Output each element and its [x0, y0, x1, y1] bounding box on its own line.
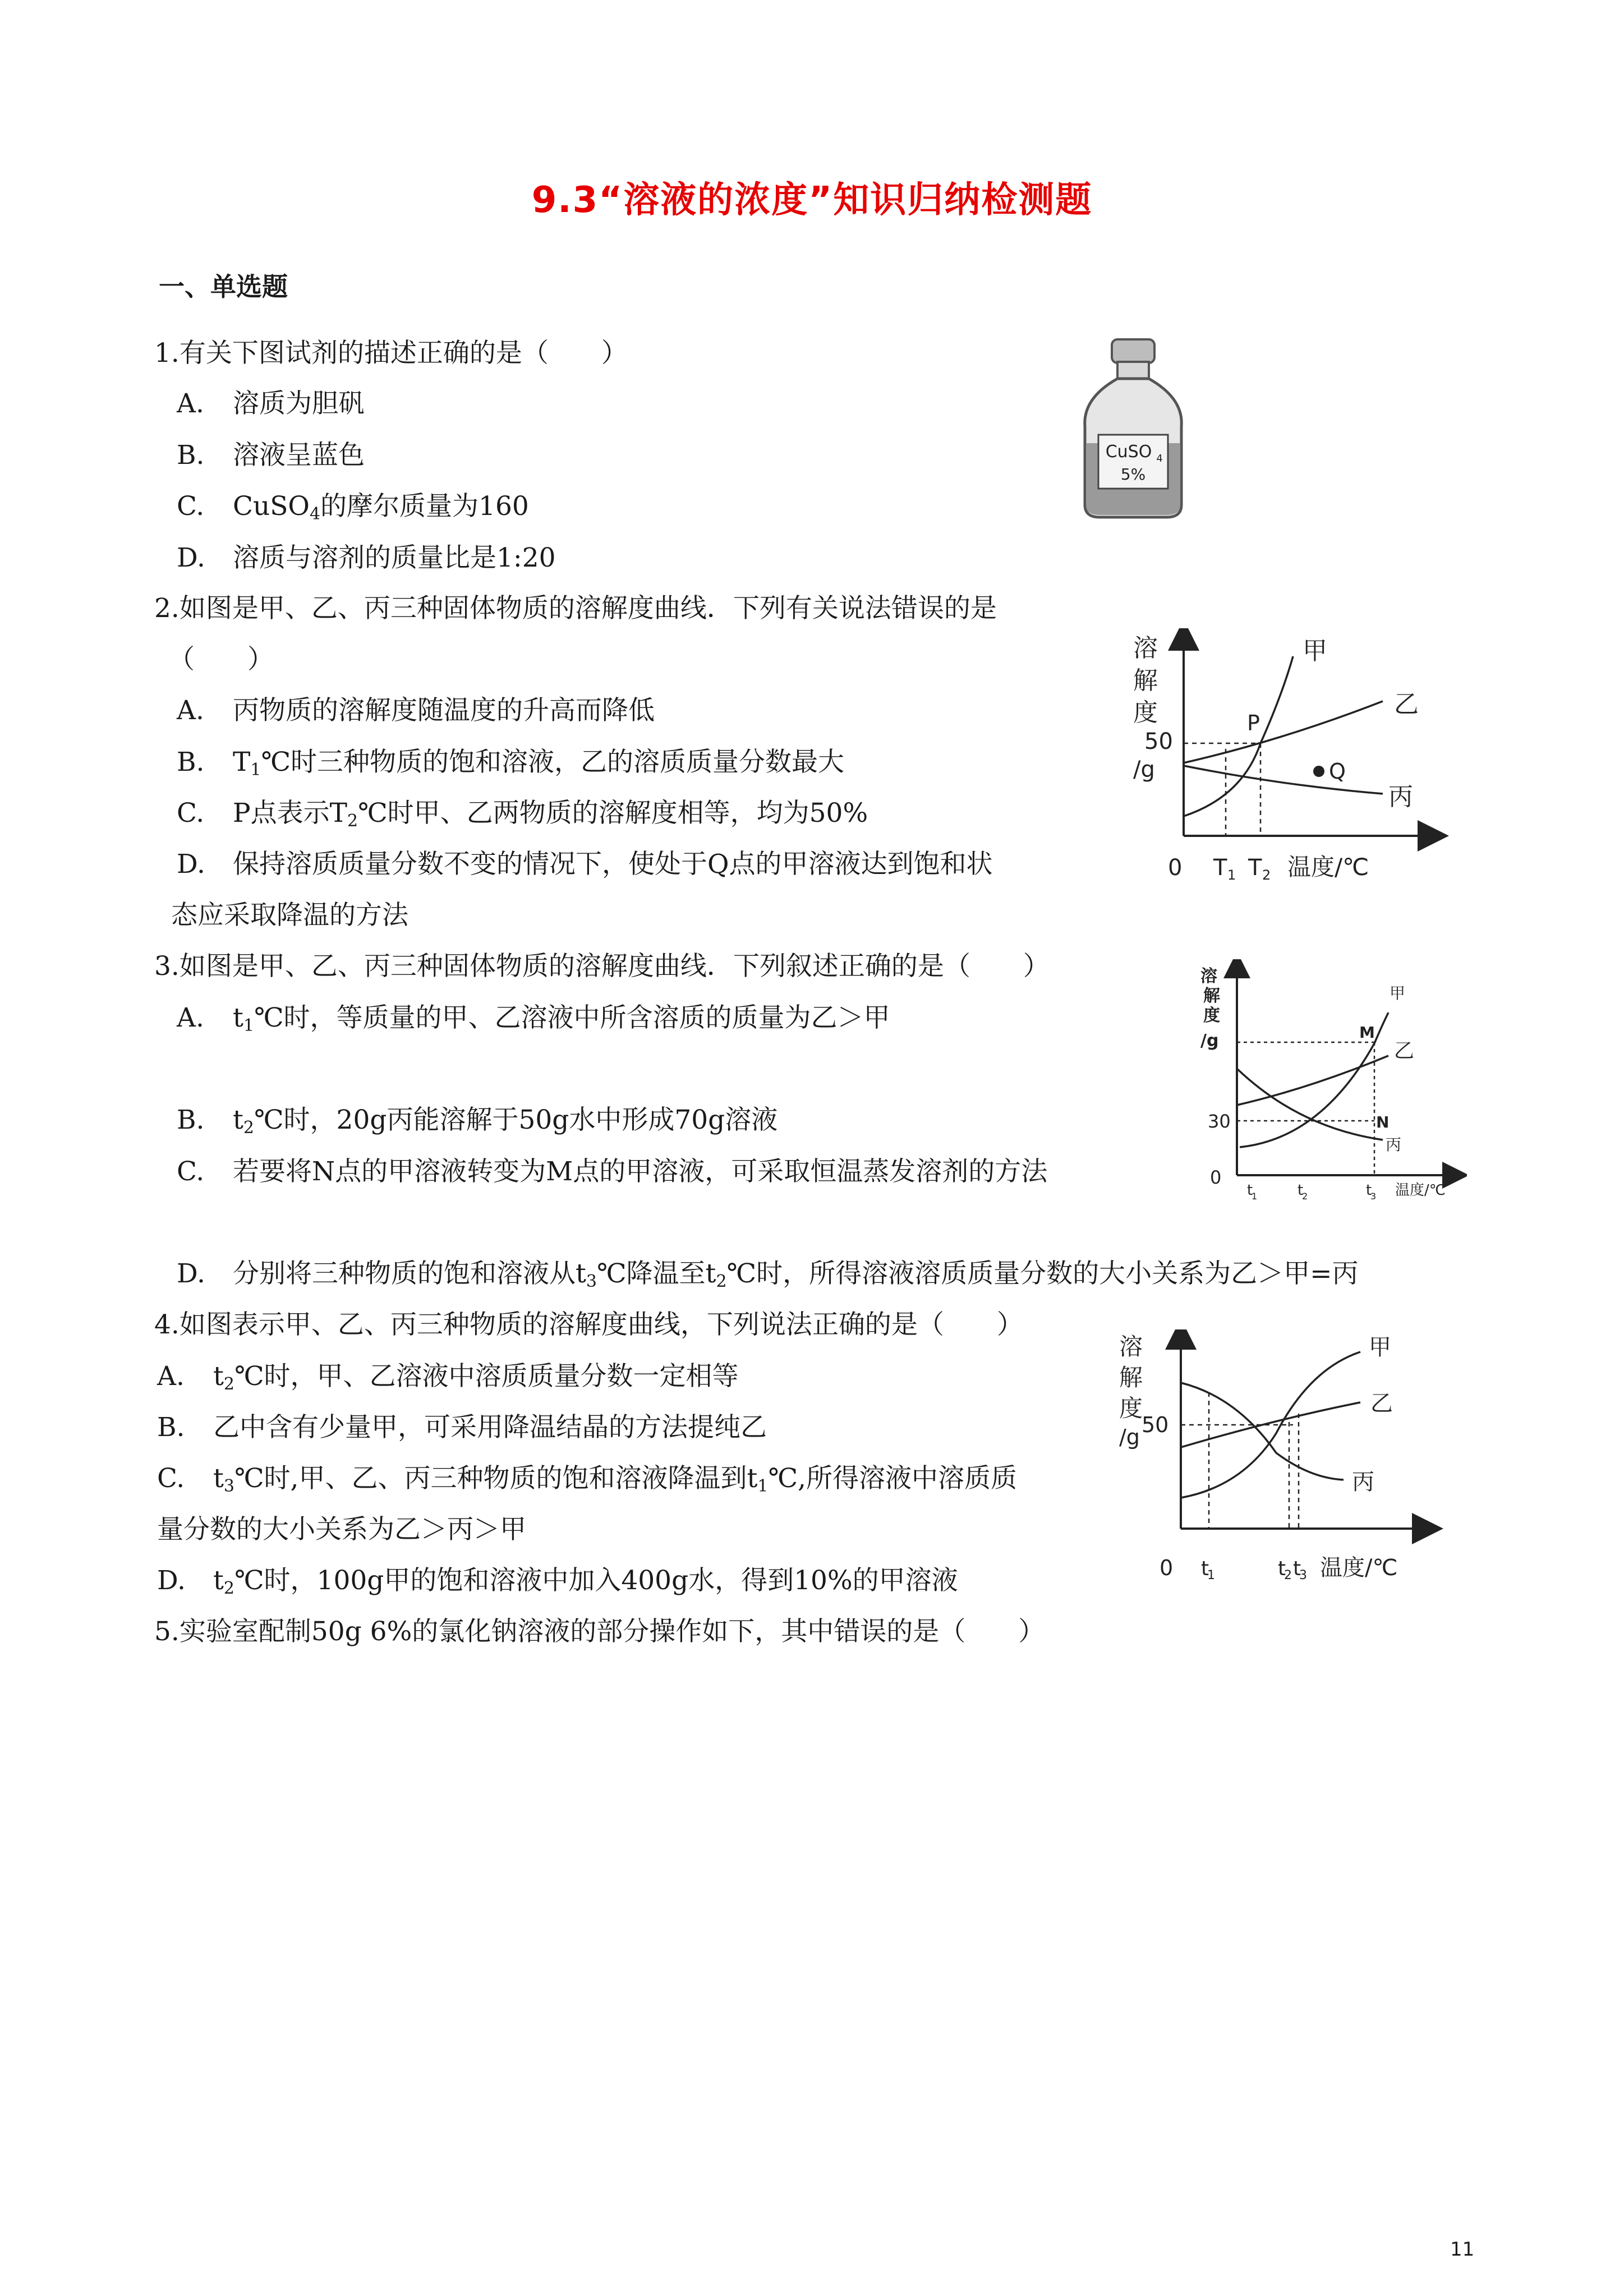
option-letter: A.: [177, 388, 204, 419]
option-letter: B.: [177, 1105, 205, 1135]
option-letter: C.: [177, 491, 205, 522]
x-tick-t2-sub: 2: [1302, 1191, 1308, 1202]
x-tick-t1: t: [1247, 1182, 1253, 1199]
q1-option-b[interactable]: [177, 439, 365, 472]
y-label-4: /g: [1200, 1031, 1219, 1051]
option-text: 乙中含有少量甲，可采用降温结晶的方法提纯乙: [213, 1412, 767, 1443]
q3-solubility-graph: [1198, 959, 1467, 1217]
q2-solubility-graph: [1114, 628, 1450, 892]
series-jia-label: 甲: [1369, 1335, 1391, 1360]
series-bing-curve: [1181, 1383, 1344, 1480]
x-axis-label: 温度/℃: [1320, 1555, 1398, 1581]
bottle-formula: CuSO: [1105, 442, 1152, 462]
y-label-4: /g: [1133, 757, 1155, 783]
q2-option-d-cont: 态应采取降温的方法: [171, 900, 408, 931]
bottle-percent: 5%: [1120, 465, 1146, 484]
q4-option-b[interactable]: [157, 1411, 767, 1444]
x-tick-t2: t: [1278, 1557, 1286, 1580]
option-text: ℃时，100g甲的饱和溶液中加入400g水，得到10%的甲溶液: [234, 1565, 958, 1596]
point-q-label: Q: [1329, 759, 1346, 784]
option-text: ℃时,甲、乙、丙三种物质的饱和溶液降温到t: [234, 1463, 758, 1494]
q3-option-c[interactable]: [177, 1155, 1047, 1189]
y-label-4: /g: [1119, 1425, 1140, 1450]
x-tick-t1: T: [1213, 855, 1227, 881]
bottle-neck: [1117, 362, 1149, 379]
option-text: 溶质为胆矾: [233, 388, 365, 419]
x-tick-t3: t: [1366, 1182, 1372, 1199]
y-label-2: 解: [1203, 986, 1220, 1006]
option-letter: D.: [177, 542, 205, 573]
y-label-3: 度: [1119, 1395, 1143, 1422]
option-text: CuSO: [233, 491, 310, 522]
x-tick-t3-sub: 3: [1299, 1568, 1307, 1582]
q1-option-c[interactable]: [177, 490, 529, 531]
x-tick-t1-sub: 1: [1227, 867, 1236, 883]
series-bing-curve: [1184, 766, 1383, 794]
series-jia-curve: [1184, 656, 1293, 816]
option-text: ℃时甲、乙两物质的溶解度相等，均为50%: [358, 798, 868, 829]
option-text: t: [233, 1002, 243, 1033]
section-heading: 一、单选题: [159, 272, 288, 302]
option-text: P点表示T: [233, 798, 347, 829]
subscript: 3: [586, 1272, 597, 1291]
x-tick-t2-sub: 2: [1284, 1568, 1292, 1582]
option-text: ℃降温至t: [596, 1258, 716, 1289]
q4-option-a[interactable]: [157, 1360, 739, 1401]
option-letter: B.: [177, 440, 205, 471]
option-text: ℃时，所得溶液溶质质量分数的大小关系为乙＞甲=丙: [726, 1258, 1359, 1289]
x-tick-t1: t: [1201, 1557, 1209, 1580]
q3-option-b[interactable]: [177, 1103, 778, 1145]
option-text: ℃,所得溶液中溶质质: [768, 1463, 1018, 1494]
option-letter: A.: [157, 1361, 185, 1392]
bottle-formula-subscript: 4: [1156, 453, 1163, 464]
point-m-label: M: [1359, 1023, 1375, 1042]
y-tick-30: 30: [1208, 1111, 1231, 1132]
x-tick-t2: t: [1298, 1182, 1304, 1199]
page-number: 11: [1450, 2238, 1475, 2261]
option-text: 溶液呈蓝色: [233, 440, 365, 471]
x-tick-t2: T: [1248, 855, 1262, 881]
option-letter: D.: [177, 1258, 205, 1289]
x-tick-t3: t: [1293, 1557, 1301, 1580]
q4-solubility-graph: [1108, 1329, 1444, 1588]
subscript: 2: [243, 1118, 254, 1138]
series-bing-label: 丙: [1386, 1135, 1402, 1154]
series-bing-label: 丙: [1352, 1469, 1374, 1495]
point-n-label: N: [1376, 1113, 1390, 1131]
series-jia-label: 甲: [1390, 984, 1406, 1002]
x-tick-t3-sub: 3: [1370, 1191, 1377, 1202]
subscript: 4: [309, 504, 321, 524]
page-title: 9.3“溶液的浓度”知识归纳检测题: [531, 180, 1093, 221]
subscript: 2: [223, 1579, 234, 1598]
q2-stem: 2.如图是甲、乙、丙三种固体物质的溶解度曲线．下列有关说法错误的是: [154, 593, 997, 624]
option-text: 溶质与溶剂的质量比是1:20: [233, 542, 556, 573]
option-text: t: [233, 1105, 243, 1135]
option-text: 保持溶质质量分数不变的情况下，使处于Q点的甲溶液达到饱和状: [233, 849, 993, 880]
subscript: 2: [716, 1272, 727, 1291]
q1-option-d[interactable]: [177, 541, 556, 575]
q3-option-d[interactable]: [177, 1257, 1359, 1299]
subscript: 3: [223, 1476, 234, 1496]
subscript: 2: [223, 1374, 234, 1394]
option-text: ℃时，20g丙能溶解于50g水中形成70g溶液: [254, 1105, 778, 1135]
series-yi-label: 乙: [1394, 1039, 1415, 1062]
option-letter: B.: [157, 1412, 185, 1443]
y-tick-50: 50: [1144, 729, 1173, 754]
x-tick-t1-sub: 1: [1252, 1191, 1258, 1202]
y-label-2: 解: [1119, 1364, 1143, 1391]
y-label-2: 解: [1133, 666, 1158, 695]
series-jia-label: 甲: [1303, 637, 1327, 665]
y-label-1: 溶: [1200, 967, 1217, 986]
option-text: 丙物质的溶解度随温度的升高而降低: [233, 695, 655, 726]
q4-option-c[interactable]: [157, 1462, 1017, 1503]
series-bing-curve: [1237, 1069, 1383, 1140]
option-letter: A.: [177, 695, 204, 726]
q1-stem: 1.有关下图试剂的描述正确的是（ ）: [154, 338, 628, 369]
subscript: 1: [250, 760, 261, 780]
option-text: 的摩尔质量为160: [320, 491, 529, 522]
option-text: 分别将三种物质的饱和溶液从t: [233, 1258, 586, 1289]
option-text: T: [233, 747, 251, 777]
q3-option-a[interactable]: [177, 1001, 890, 1043]
option-letter: C.: [177, 798, 205, 829]
origin-label: 0: [1168, 855, 1183, 881]
subscript: 1: [757, 1476, 769, 1496]
subscript: 2: [347, 811, 358, 831]
option-letter: D.: [177, 849, 205, 880]
y-label-1: 溶: [1119, 1333, 1143, 1360]
y-label-3: 度: [1133, 698, 1158, 727]
option-letter: C.: [177, 1156, 205, 1187]
q2-option-c[interactable]: [177, 797, 868, 838]
q4-option-d[interactable]: [157, 1564, 958, 1605]
q5-stem: 5.实验室配制50g 6%的氯化钠溶液的部分操作如下，其中错误的是（ ）: [154, 1616, 1045, 1647]
y-label-1: 溶: [1133, 634, 1158, 662]
option-text: t: [213, 1361, 224, 1392]
option-text: ℃时三种物质的饱和溶液，乙的溶质质量分数最大: [261, 747, 845, 777]
x-axis-label: 温度/℃: [1287, 853, 1369, 881]
q2-stem-cont: （ ）: [168, 644, 274, 675]
option-text: t: [213, 1463, 224, 1494]
origin-label: 0: [1160, 1556, 1174, 1580]
option-letter: D.: [157, 1565, 186, 1596]
q2-option-a[interactable]: [177, 694, 655, 728]
option-letter: A.: [177, 1002, 204, 1033]
option-text: ℃时，等质量的甲、乙溶液中所含溶质的质量为乙＞甲: [254, 1002, 890, 1033]
option-text: ℃时，甲、乙溶液中溶质质量分数一定相等: [234, 1361, 739, 1392]
q3-stem: 3.如图是甲、乙、丙三种固体物质的溶解度曲线．下列叙述正确的是（ ）: [154, 951, 1050, 982]
x-tick-t2-sub: 2: [1262, 867, 1271, 883]
option-letter: B.: [177, 747, 205, 777]
y-tick-50: 50: [1142, 1412, 1169, 1437]
series-yi-curve: [1184, 701, 1383, 763]
point-p-label: P: [1247, 711, 1260, 735]
q2-option-b[interactable]: [177, 746, 844, 787]
series-yi-label: 乙: [1394, 690, 1419, 719]
series-yi-curve: [1237, 1056, 1388, 1105]
x-tick-t1-sub: 1: [1207, 1568, 1215, 1582]
series-bing-label: 丙: [1388, 783, 1413, 811]
option-text: t: [213, 1565, 224, 1596]
point-q-dot: [1313, 766, 1324, 777]
q2-option-d[interactable]: [177, 848, 993, 881]
q1-option-a[interactable]: [177, 387, 365, 421]
x-axis-label: 温度/℃: [1395, 1182, 1446, 1199]
option-letter: C.: [157, 1463, 185, 1494]
reagent-bottle-figure: [1077, 337, 1189, 522]
q4-option-c-cont: 量分数的大小关系为乙＞丙＞甲: [157, 1514, 526, 1545]
series-yi-label: 乙: [1370, 1391, 1393, 1416]
q4-stem: 4.如图表示甲、乙、丙三种物质的溶解度曲线，下列说法正确的是（ ）: [154, 1309, 1023, 1340]
origin-label: 0: [1210, 1167, 1222, 1188]
y-label-3: 度: [1203, 1006, 1220, 1025]
subscript: 1: [243, 1016, 254, 1036]
option-text: 若要将N点的甲溶液转变为M点的甲溶液，可采取恒温蒸发溶剂的方法: [233, 1156, 1048, 1187]
bottle-stopper: [1112, 339, 1154, 363]
